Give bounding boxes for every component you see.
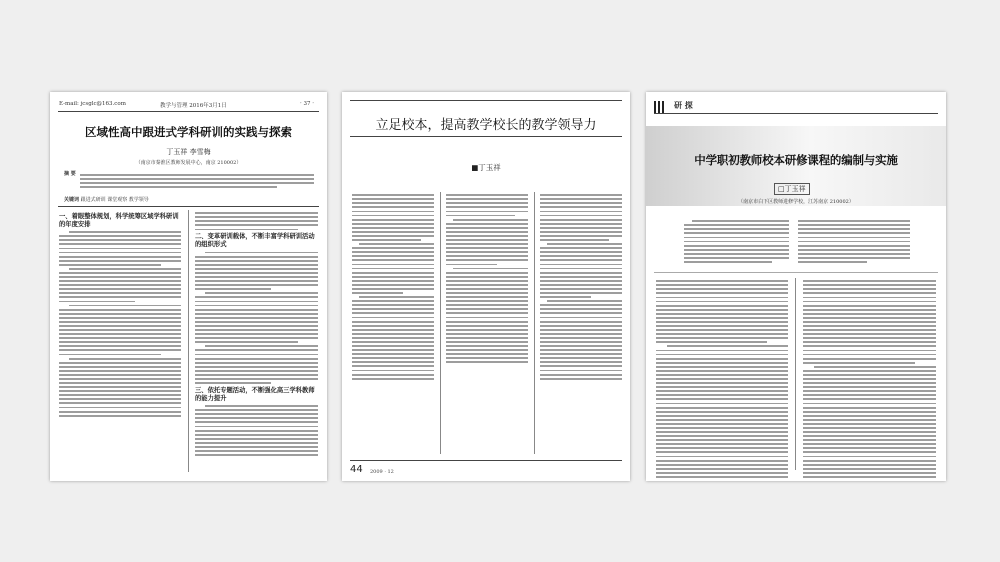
page-header-journal: 教学与管理 2016年3月1日	[160, 103, 227, 109]
article-authors: □丁玉祥	[774, 183, 810, 195]
author-affiliation: （南京市白下区教师进修学校，江苏南京 210002）	[738, 199, 854, 205]
article-page-2	[342, 92, 630, 481]
article-title: 区域性高中跟进式学科研训的实践与探索	[85, 125, 292, 139]
column-1	[352, 192, 434, 380]
column-divider	[440, 192, 441, 454]
keywords-line	[64, 196, 149, 203]
author-affiliation: （南京市秦淮区教师发展中心，南京 210002）	[135, 160, 242, 166]
column-left	[656, 278, 788, 478]
column-divider	[534, 192, 535, 454]
body-text	[195, 212, 318, 230]
article-authors: ■丁玉祥	[471, 163, 501, 172]
intro-rule	[654, 272, 938, 273]
body-text	[656, 280, 788, 478]
section-heading: 三、依托专题活动，不断强化高三学科教师的能力提升	[195, 386, 315, 402]
article-authors: 丁玉祥 李雪梅	[166, 148, 211, 156]
body-text	[195, 252, 318, 384]
body-text	[352, 194, 434, 379]
body-text	[798, 220, 910, 263]
column-divider	[795, 278, 796, 470]
column-tag-decoration	[654, 98, 666, 117]
article-page-1	[50, 92, 327, 481]
column-right	[803, 278, 936, 478]
body-text	[540, 194, 622, 379]
column-divider	[188, 210, 189, 472]
header-rule	[654, 113, 938, 114]
body-text	[803, 280, 936, 478]
article-title: 中学职初教师校本研修课程的编制与实施	[694, 153, 898, 167]
header-rule	[350, 100, 622, 101]
column-tag: 研 探	[674, 101, 693, 110]
footer-rule	[350, 460, 622, 461]
body-text	[446, 194, 528, 363]
body-text	[195, 405, 318, 456]
abstract-rule	[58, 206, 319, 207]
section-heading: 二、变革研训载体，不断丰富学科研训活动的组织形式	[195, 233, 315, 249]
abstract-label: 摘 要	[64, 171, 76, 177]
column-2	[446, 192, 528, 363]
section-heading: 一、着眼整体规划，科学统筹区域学科研训的年度安排	[59, 213, 179, 228]
intro-column-right	[798, 218, 910, 263]
article-title: 立足校本，提高教学校长的教学领导力	[375, 118, 597, 133]
keywords: 跟进式研训 课堂观察 教学领导	[80, 197, 149, 203]
body-text	[684, 220, 789, 263]
body-text	[59, 231, 181, 416]
column-3	[540, 192, 622, 380]
header-rule	[58, 111, 319, 112]
page-header-page-number: · 37 ·	[300, 101, 314, 107]
column-left	[59, 210, 181, 417]
page-header-email: E-mail: jcsglc@163.com	[59, 101, 126, 107]
intro-column-left	[684, 218, 789, 263]
article-page-3	[646, 92, 946, 481]
keywords-label: 关键词	[64, 197, 80, 203]
issue-date: 2009 · 12	[370, 469, 394, 475]
title-rule	[350, 136, 622, 137]
page-number: 44	[350, 464, 363, 475]
column-right	[195, 210, 318, 456]
abstract	[64, 171, 314, 188]
